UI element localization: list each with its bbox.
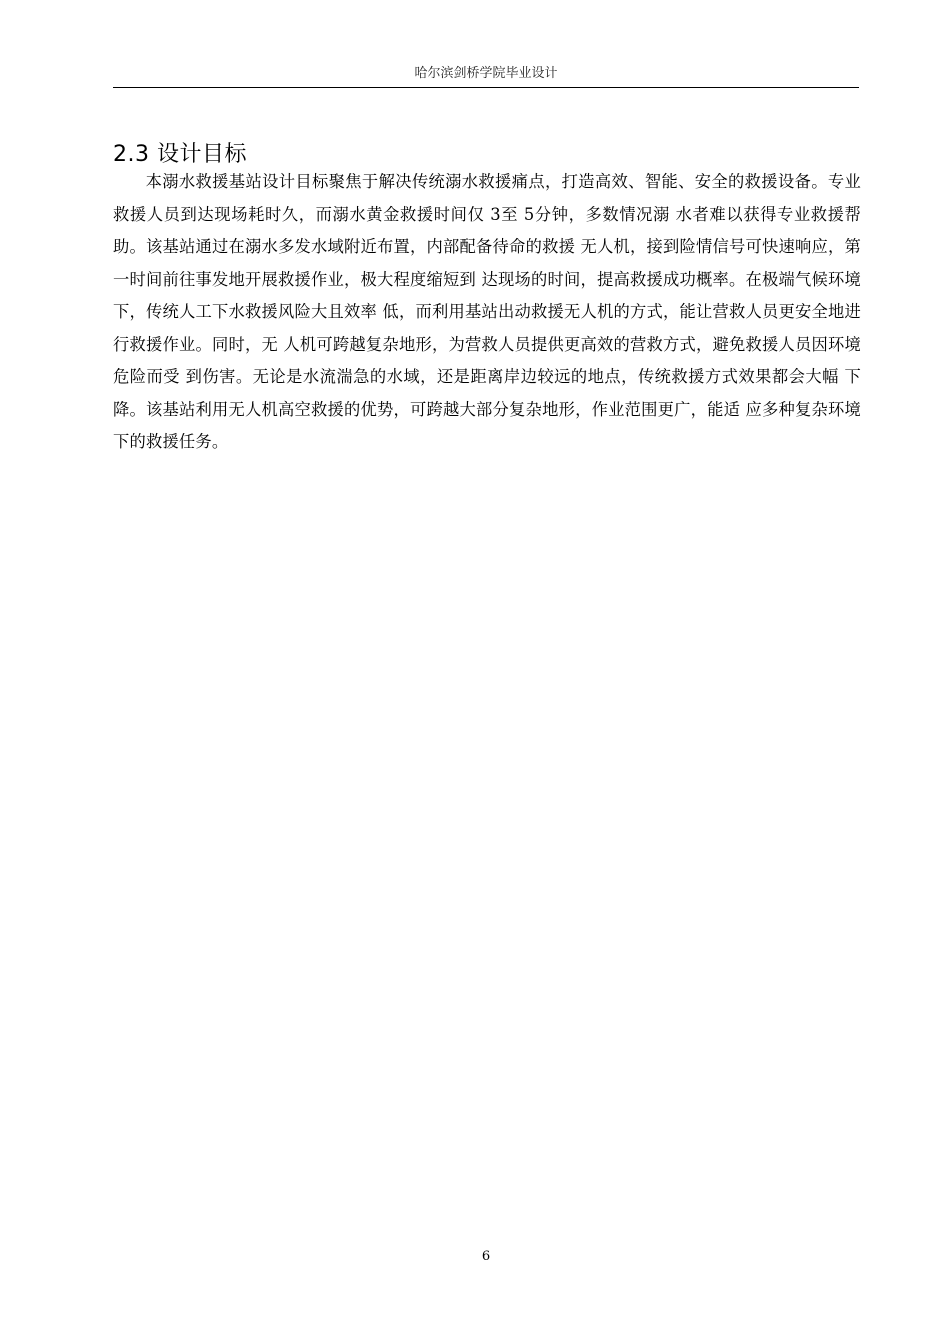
- body-paragraph: 本溺水救援基站设计目标聚焦于解决传统溺水救援痛点，打造高效、智能、安全的救援设备。专业救援人员到达现场耗时久，而溺水黄金救援时间仅 3至 5分钟，多数情况溺 水者难以获得专业救援帮助。该基站通过在溺水多发水域附近布置，内部配备待命的救援 无人机，接到险情信号可快速响应，第一时间前往事发地开展救援作业，极大程度缩短到 达现场的时间，提高救援成功概率。在极端气候环境下，传统人工下水救援风险大且效率 低，而利用基站出动救援无人机的方式，能让营救人员更安全地进行救援作业。同时，无 人机可跨越复杂地形，为营救人员提供更高效的营救方式，避免救援人员因环境危险而受 到伤害。无论是水流湍急的水域，还是距离岸边较远的地点，传统救援方式效果都会大幅 下降。该基站利用无人机高空救援的优势，可跨越大部分复杂地形，作业范围更广，能适 应多种复杂环境下的救援任务。: [113, 172, 861, 451]
- section-heading: 2.3 设计目标: [113, 142, 247, 168]
- page-number: 6: [481, 1249, 491, 1264]
- running-header: 哈尔滨剑桥学院毕业设计: [414, 66, 558, 81]
- header-divider: [113, 87, 859, 88]
